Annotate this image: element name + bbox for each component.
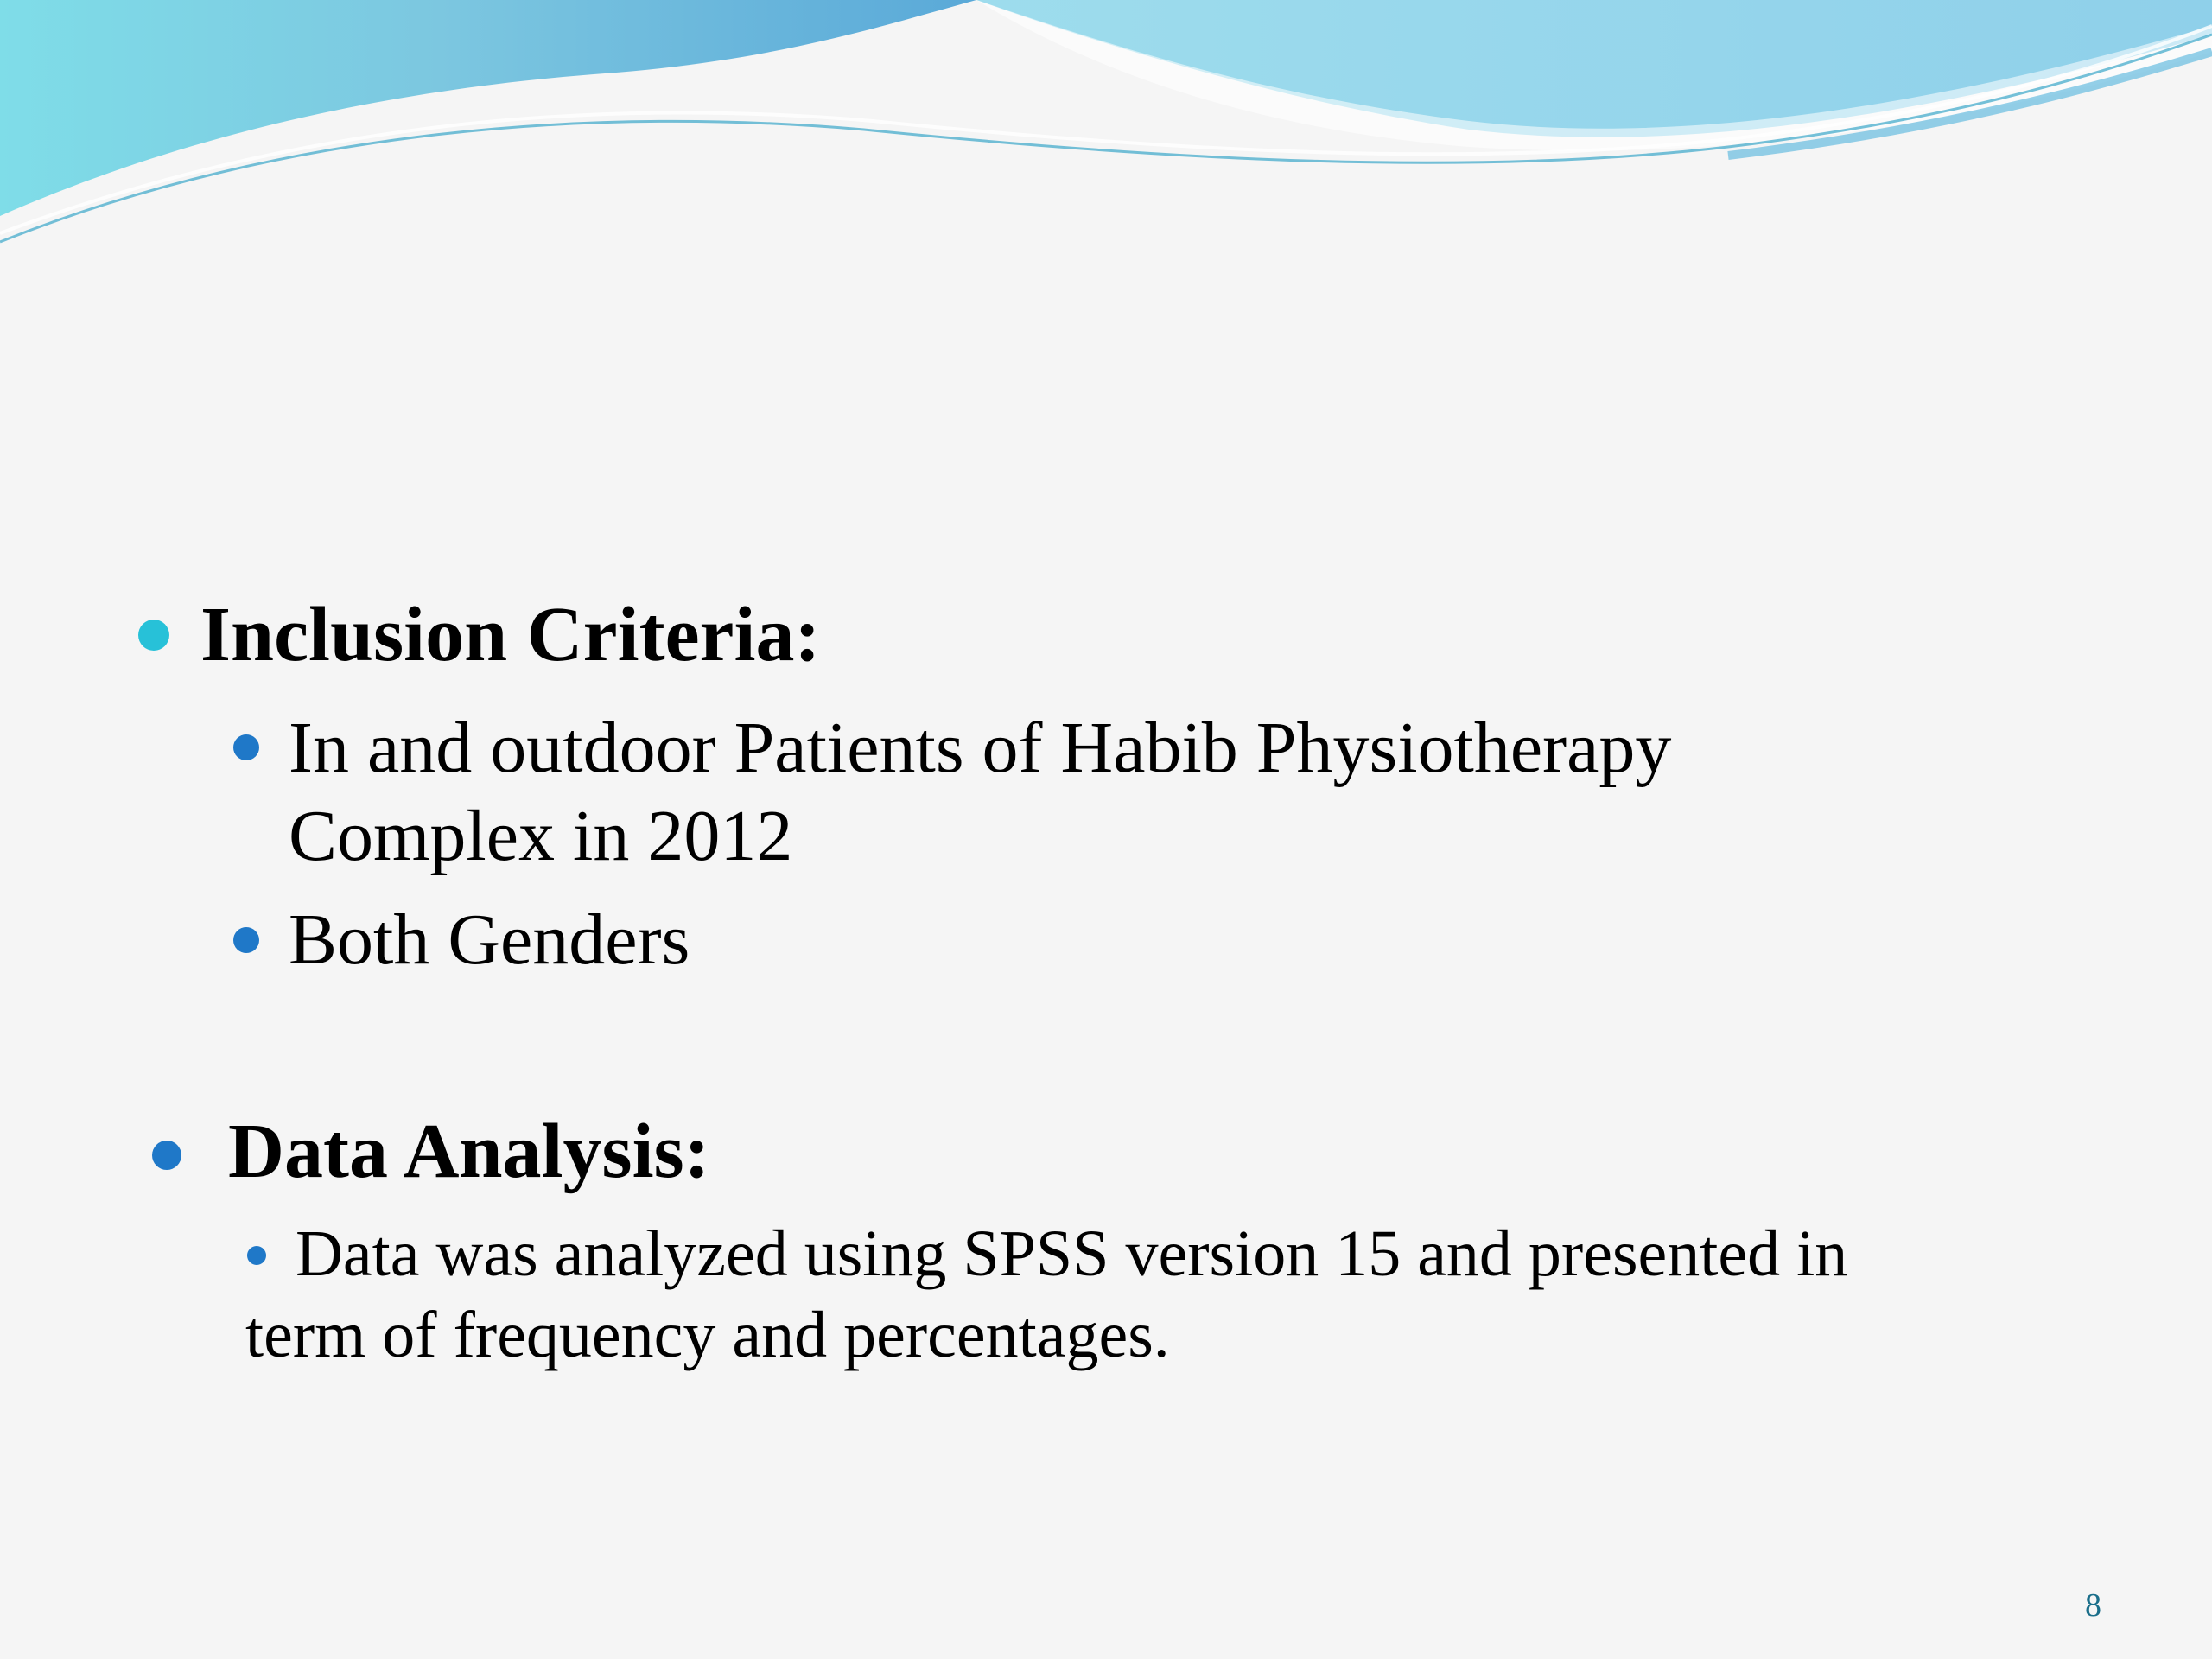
inclusion-item-1-line1: In and outdoor Patients of Habib Physiotherapy (289, 708, 1672, 788)
bullet-level1 (138, 620, 169, 651)
section-heading-inclusion: Inclusion Criteria: (200, 592, 821, 677)
data-analysis-item-line2: term of frequency and percentages. (245, 1299, 1170, 1371)
data-analysis-item-line1: Data was analyzed using SPSS version 15 and presented in (296, 1217, 1848, 1290)
bullet-level2 (233, 734, 259, 760)
section-heading-data-analysis: Data Analysis: (228, 1109, 710, 1194)
bullet-level2 (233, 927, 259, 953)
inclusion-item-1-line2: Complex in 2012 (289, 796, 793, 876)
page-number: 8 (2085, 1587, 2101, 1624)
inclusion-item-2: Both Genders (289, 899, 690, 980)
bullet-level1 (152, 1141, 181, 1170)
bullet-level2 (247, 1246, 266, 1265)
